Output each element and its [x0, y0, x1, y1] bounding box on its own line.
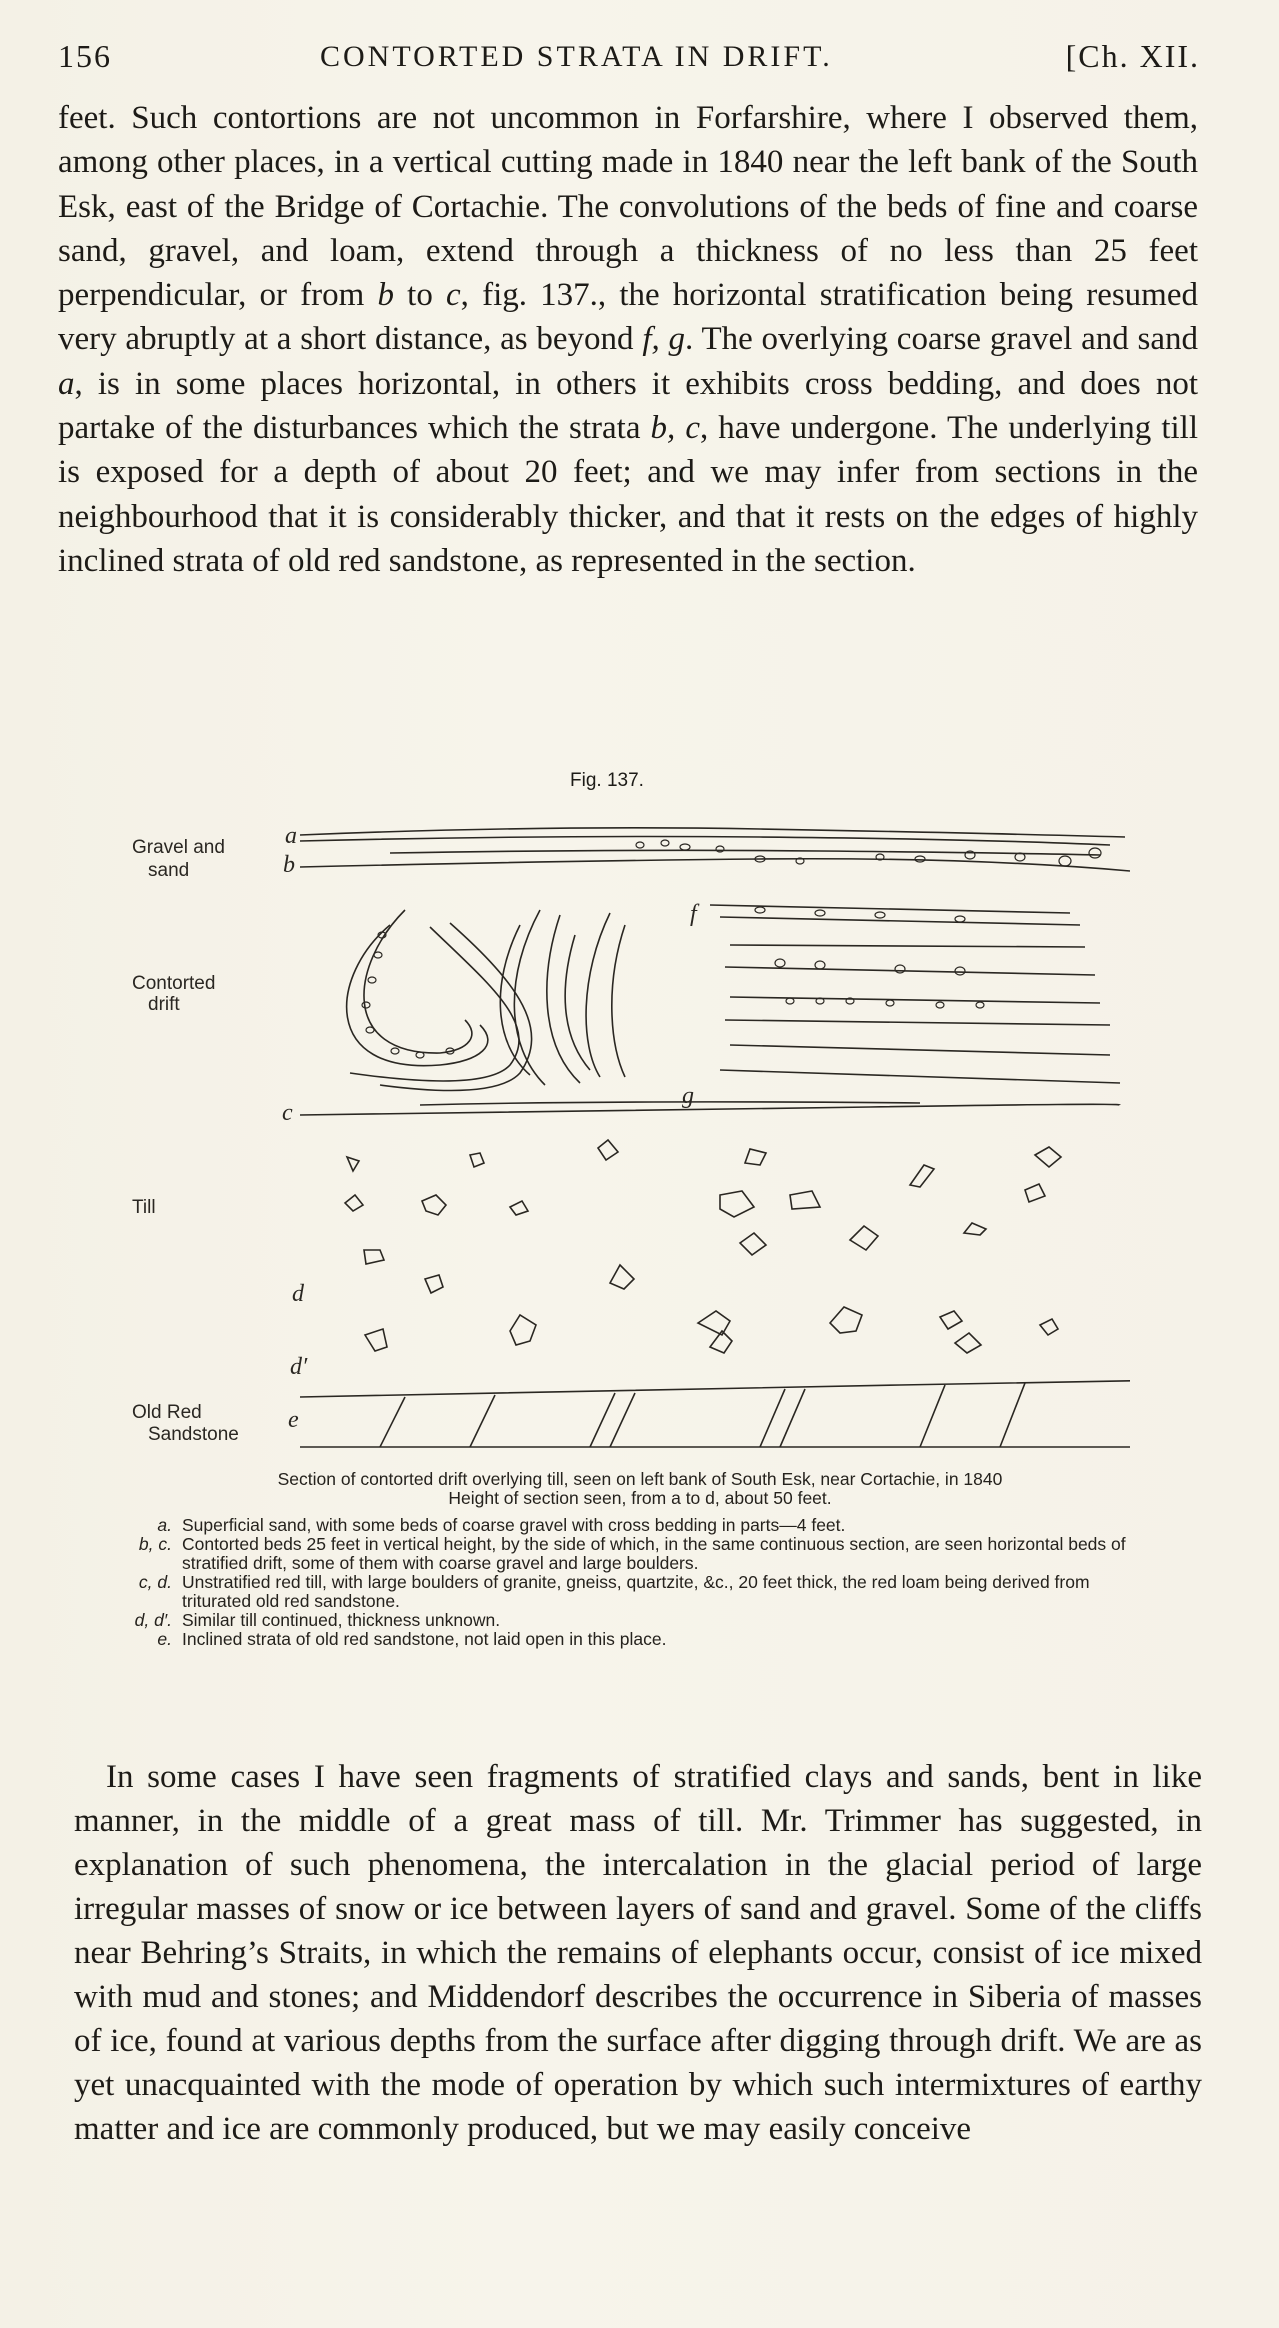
strata-6 [780, 1389, 805, 1447]
strata-5 [760, 1389, 785, 1447]
letter-b: b [283, 852, 295, 878]
paragraph-2 [74, 1755, 1202, 2151]
note-key: a. [157, 1515, 172, 1535]
running-title: CONTORTED STRATA IN DRIFT. [320, 40, 833, 73]
label-oldred-2: Sandstone [148, 1424, 239, 1445]
bed-6 [725, 1020, 1110, 1025]
note-text: Unstratified red till, with large boulders of granite, gneiss, quartzite, &c., 20 feet thick, the red loam being derived from triturated old red sandstone. [182, 1572, 1090, 1611]
fold-10 [612, 925, 625, 1077]
line-a [300, 828, 1125, 837]
geological-section-figure [120, 815, 1130, 1465]
note-key: c, d. [138, 1572, 172, 1592]
label-contorted-1: Contorted [132, 973, 216, 994]
letter-d-prime: d′ [290, 1354, 308, 1380]
label-gravel-1: Gravel and [132, 837, 225, 858]
strata-3 [590, 1393, 615, 1447]
text-run: , have undergone. The underlying till is exposed for a depth of about 20 feet; and we may infer from sections in the neighbourhood that it is considerably thicker, and that it rests on the edges of highly inclined strata of old red sandstone, as represented in the section. [58, 410, 1199, 579]
strata-7 [920, 1385, 945, 1447]
bed-2 [720, 917, 1080, 925]
strata-8 [1000, 1383, 1025, 1447]
line-a-2 [300, 837, 1110, 846]
figure-caption [60, 1470, 1220, 1649]
note-key: b, c. [138, 1534, 172, 1554]
text-run-italic: b, c [650, 410, 700, 447]
note-c-d [120, 1573, 1160, 1611]
text-run: to [393, 277, 446, 314]
letter-e: e [288, 1407, 299, 1433]
note-d-d-prime [120, 1611, 1160, 1630]
text-run: , fig. 137., the horizontal stratification being resumed very abruptly at a short distance, as beyond [58, 277, 1198, 358]
fold-7 [547, 915, 580, 1083]
label-oldred-1: Old Red [132, 1402, 202, 1423]
text-run-italic: f, g [642, 321, 686, 358]
label-till: Till [132, 1197, 156, 1218]
letter-g: g [682, 1083, 694, 1109]
letter-d: d [292, 1281, 304, 1307]
note-key: e. [157, 1629, 172, 1649]
note-text: Inclined strata of old red sandstone, not laid open in this place. [182, 1629, 667, 1649]
note-b-c [120, 1535, 1160, 1573]
line-c-2 [420, 1102, 920, 1105]
text-run: , is in some places horizontal, in others it exhibits cross bedding, and does not partake of the disturbances which the strata [58, 365, 1198, 447]
note-e [120, 1630, 1160, 1649]
paragraph-1-text [58, 96, 1198, 583]
caption-main-2: Height of section seen, from a to d, about 50 feet. [448, 1488, 832, 1508]
caption-notes [60, 1516, 1220, 1649]
pebbles [362, 840, 1101, 1058]
letter-c: c [282, 1100, 293, 1126]
bed-3 [730, 945, 1085, 947]
strata-4 [610, 1393, 635, 1447]
fold-2 [364, 910, 472, 1053]
note-text: Similar till continued, thickness unknown. [182, 1610, 501, 1630]
text-run: feet. Such contortions are not uncommon in Forfarshire, where I observed them, among other places, in a vertical cutting made in 1840 near the left bank of the South Esk, east of the Bridge of Cortachie. The convolutions of the beds of fine and coarse sand, gravel, and loam, extend through a thickness of no less than 25 feet perpendicular, or from [58, 100, 1198, 314]
letter-a: a [285, 823, 297, 849]
note-key: d, d′. [134, 1610, 172, 1630]
strata-1 [380, 1397, 405, 1447]
bed-7 [730, 1045, 1110, 1055]
page-number: 156 [58, 38, 112, 74]
till-boulders [345, 1140, 1061, 1353]
label-contorted-2: drift [148, 994, 180, 1015]
fold-9 [586, 913, 610, 1077]
caption-main-1: Section of contorted drift overlying till, seen on left bank of South Esk, near Cortachie, in 1840 [277, 1469, 1003, 1489]
letter-f: f [690, 901, 697, 927]
sandstone-top [300, 1381, 1130, 1397]
strata-2 [470, 1395, 495, 1447]
bed-4 [725, 967, 1095, 975]
text-run-italic: a [58, 365, 75, 402]
bed-8 [720, 1070, 1120, 1083]
text-run: . The overlying coarse gravel and sand [685, 321, 1199, 358]
running-header [58, 38, 1200, 88]
paragraph-1 [58, 96, 1198, 583]
note-text: Contorted beds 25 feet in vertical height, by the side of which, in the same continuous section, are seen horizontal beds of stratified drift, some of them with coarse gravel and large boulders. [182, 1534, 1126, 1573]
note-a [120, 1516, 1160, 1535]
chapter-marker: [Ch. XII. [1065, 38, 1200, 74]
paragraph-2-text: In some cases I have seen fragments of stratified clays and sands, bent in like manner, in the middle of a great mass of till. Mr. Trimmer has suggested, in explanation of such phenomena, the intercalation in the glacial period of large irregular masses of snow or ice between layers of sand and gravel. Some of the cliffs near Behring’s Straits, in which the remains of elephants occur, consist of ice mixed with mud and stones; and Middendorf describes the occurrence in Siberia of masses of ice, found at various depths from the surface after digging through drift. We are as yet unacquainted with the mode of operation by which such intermixtures of earthy matter and ice are commonly produced, but we may easily conceive [74, 1759, 1202, 2147]
section-drawing [300, 828, 1130, 1447]
line-b [300, 859, 1130, 871]
line-c [300, 1104, 1120, 1115]
bed-5 [730, 997, 1100, 1003]
label-gravel-2: sand [148, 860, 190, 881]
figure-title: Fig. 137. [570, 770, 644, 791]
gravel-bed [390, 850, 1100, 855]
text-run-italic: b [377, 277, 394, 314]
note-text: Superficial sand, with some beds of coarse gravel with cross bedding in parts—4 feet. [182, 1515, 846, 1535]
text-run-italic: c [446, 277, 461, 314]
